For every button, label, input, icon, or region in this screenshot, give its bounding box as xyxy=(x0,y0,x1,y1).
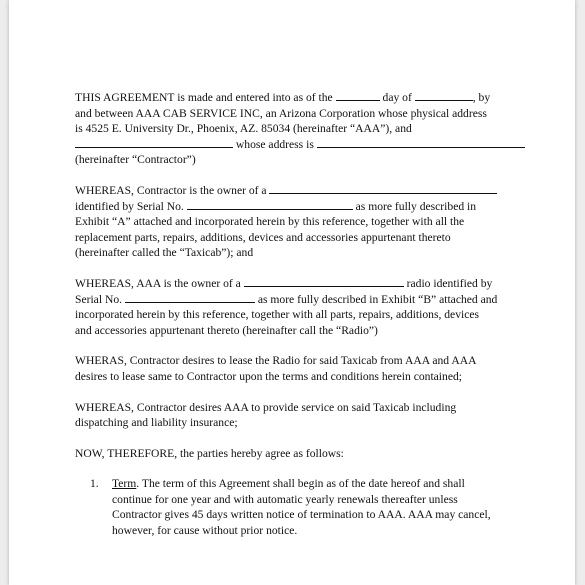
whereas1-line-2a: identified by Serial No. xyxy=(75,199,184,213)
radio-blank[interactable] xyxy=(244,277,404,287)
whereas1-line-5: (hereinafter called the “Taxicab”); and xyxy=(75,246,254,260)
whereas-radio-paragraph xyxy=(75,276,515,338)
whereas-lease-paragraph xyxy=(75,353,515,384)
date-blank[interactable] xyxy=(336,91,380,101)
whereas1-line-2b: as more fully described in xyxy=(355,199,477,213)
terms-list xyxy=(75,476,515,538)
whereas2-line-1b: radio identified by xyxy=(406,276,493,290)
whereas3-line-1: WHERAS, Contractor desires to lease the Radio for said Taxicab from AAA and AAA xyxy=(75,354,477,368)
whereas3-line-2: desires to lease same to Contractor upon the terms and conditions herein contained; xyxy=(75,369,462,383)
vehicle-blank[interactable] xyxy=(269,184,497,194)
whereas-taxicab-paragraph xyxy=(75,183,515,261)
term-line-2: continue for one year and with automatic yearly renewals thereafter unless xyxy=(112,492,458,506)
now-therefore-line: NOW, THEREFORE, the parties hereby agree as follows: xyxy=(75,446,344,460)
whereas2-line-1a: WHEREAS, AAA is the owner of a xyxy=(75,276,241,290)
intro-line-1b: day of xyxy=(382,91,412,104)
whereas-service-paragraph xyxy=(75,400,515,431)
radio-serial-blank[interactable] xyxy=(125,293,255,303)
list-item-number: 1. xyxy=(90,477,99,491)
intro-line-1c: , by xyxy=(472,91,491,104)
term-heading: Term xyxy=(112,477,137,491)
whereas2-line-2b: as more fully described in Exhibit “B” attached and xyxy=(257,292,498,306)
intro-line-1a: THIS AGREEMENT is made and entered into as of the xyxy=(75,91,333,104)
intro-line-5: (hereinafter “Contractor”) xyxy=(75,153,196,167)
now-therefore-paragraph xyxy=(75,446,515,462)
whereas1-line-1: WHEREAS, Contractor is the owner of a xyxy=(75,183,267,197)
term-line-1: . The term of this Agreement shall begin as of the date hereof and shall xyxy=(136,477,465,491)
whereas4-line-2: dispatching and liability insurance; xyxy=(75,416,238,430)
whereas2-line-4: and accessories appurtenant thereto (hereinafter call the “Radio”) xyxy=(75,323,378,337)
whereas2-line-2a: Serial No. xyxy=(75,292,123,306)
whereas1-line-3: Exhibit “A” attached and incorporated herein by this reference, together with all the xyxy=(75,215,465,229)
document-page xyxy=(9,0,575,585)
agreement-body xyxy=(75,90,515,539)
whereas4-line-1: WHEREAS, Contractor desires AAA to provide service on said Taxicab including xyxy=(75,400,457,414)
list-item xyxy=(90,476,515,538)
contractor-address-blank[interactable] xyxy=(317,138,525,148)
month-blank[interactable] xyxy=(415,91,473,101)
intro-paragraph xyxy=(75,90,515,168)
term-line-3: Contractor gives 45 days written notice of termination to AAA. AAA may cancel, xyxy=(112,508,491,522)
intro-line-4: whose address is xyxy=(235,137,314,151)
whereas2-line-3: incorporated herein by this reference, together with all parts, repairs, additions, devices xyxy=(75,308,480,322)
vehicle-serial-blank[interactable] xyxy=(187,200,353,210)
whereas1-line-4: replacement parts, repairs, additions, devices and accessories appurtenant thereto xyxy=(75,230,451,244)
intro-line-2: and between AAA CAB SERVICE INC, an Arizona Corporation whose physical address xyxy=(75,106,487,120)
intro-line-3: is 4525 E. University Dr., Phoenix, AZ. 85034 (hereinafter “AAA”), and xyxy=(75,122,412,136)
term-line-4: however, for cause without prior notice. xyxy=(112,524,298,538)
contractor-name-blank[interactable] xyxy=(75,138,233,148)
